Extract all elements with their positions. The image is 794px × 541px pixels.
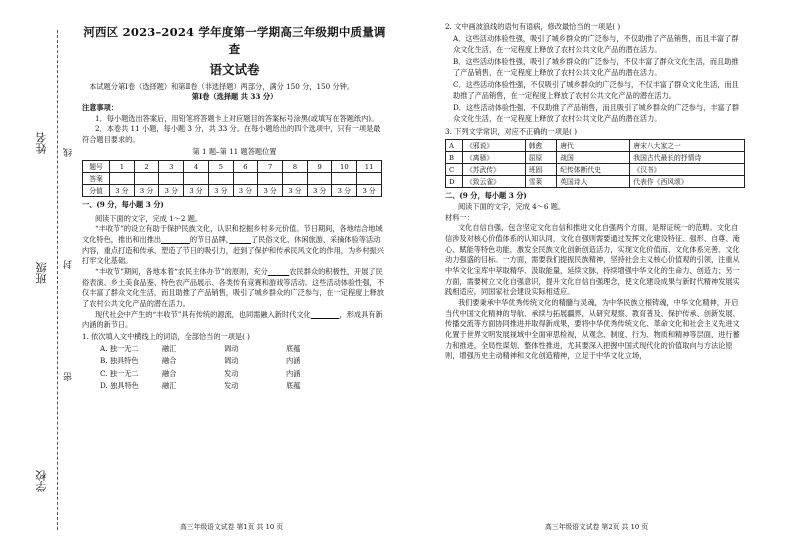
table-row [83, 161, 382, 173]
score-cell: 3 分 [110, 185, 135, 197]
score-cell: 3 分 [159, 185, 184, 197]
material-paragraph-1: 文化自信自强，包含坚定文化自信和推进文化自强两个方面，是辩证统一的范畴。文化自信涉及对核心价值体系的认知认同，文化自强则需要通过发挥文化建设特征、强形、自尊、淹心、赋能等特色功能，激发全民族文化创新创造活力，实现文化价值而、文化体系完善、文化动力强盛的目标。一方面，需要我们提振民族精神，坚持社会主义核心价值观的引领，注重从中华文化宝库中萃取精华、汲取能量，延续文脉，持续增强中华文化的生命力、创造力；另一方面，需要树立文化自强意识，提升文化自信自强理念，使文化建设成果与新时代精神发展实践相适应，同国家社会建设实际相适应。 [445, 223, 740, 297]
part-2-heading: 二、(9 分，每小题 3 分) [445, 191, 527, 201]
table-row [83, 173, 382, 185]
left-page [82, 22, 387, 393]
name-label: 姓名 [35, 132, 48, 154]
row-head: 分值 [83, 185, 110, 197]
exam-title: 河西区 2023–2024 学年度第一学期高三年级期中质量调查 [83, 25, 386, 57]
row-head: 答案 [83, 173, 110, 185]
option-b[interactable]: B．这些活动体验性强，吸引了城乡群众的广泛参与，不仅丰富了群众文化生活，而且助推了产品销售，在一定程度上释放了农村公共文化产品的潜在活力。 [453, 56, 739, 78]
score-cell: 3 分 [283, 185, 308, 197]
table-row[interactable]: B 《离骚》 屈原 战国 我国古代最长的抒情诗 [446, 152, 745, 164]
question-1: 1. 依次填入文中横线上的词语，全部恰当的一项是( ) [82, 332, 250, 341]
question-1-options [82, 343, 387, 393]
table-cell: 6 [233, 161, 258, 173]
passage-paragraph-3: 现代社会中产生的“丰收节”具有传统的源流，也同需融入新时代文化 ，形成具有新内涵的新节日。 [82, 309, 383, 330]
score-cell: 3 分 [357, 185, 382, 197]
answer-cell[interactable] [307, 173, 332, 185]
table-row[interactable]: C 《苏武传》 班固 纪传体断代史 《汉书》 [446, 164, 745, 176]
answer-cell[interactable] [110, 173, 135, 185]
table-cell: 11 [357, 161, 382, 173]
option-row[interactable]: C. 独一无二 融合 发动 内涵 [100, 368, 301, 378]
page-2-footer: 高三年级语文试卷 第2页 共 10 页 [545, 523, 649, 531]
binding-line-label: 线 [64, 148, 74, 157]
score-cell: 3 分 [307, 185, 332, 197]
table-cell: 9 [307, 161, 332, 173]
passage-paragraph-2: “丰收节”期间，各地本着“农民主体办节”的原则，充分 农民群众的积极性，开展了民俗表演、乡土美食品鉴、特色农产品展示、各类传有竞赛和游戏等活动。这些活动体验性强，不仅丰富了群众文化生活，而且助推了产品销售，吸引了城乡群众的广泛参与，在一定程度上释放了农村公共文化产品的潜在活力。 [82, 267, 384, 309]
table-row[interactable]: D 《致云雀》 雪莱 英国诗人 代表作《西风颂》 [446, 176, 745, 188]
table-cell: 10 [332, 161, 357, 173]
note-1: 1．每小题选出答案后，用铅笔将答题卡上对应题目的答案标号涂黑(或填写在答题纸内)。 [94, 113, 379, 123]
school-label: 学校 [35, 470, 48, 492]
score-cell: 3 分 [332, 185, 357, 197]
option-row[interactable]: D. 独具特色 融汇 发动 底蕴 [100, 381, 301, 391]
table-cell: 1 [110, 161, 135, 173]
option-row[interactable]: B. 独具特色 融合 调动 内涵 [100, 356, 301, 366]
answer-cell[interactable] [357, 173, 382, 185]
answer-cell[interactable] [134, 173, 159, 185]
question-3: 3. 下列文学常识，对应不正确的一项是( ) [445, 126, 578, 136]
table-cell: 2 [134, 161, 159, 173]
table-row[interactable]: A 《邪说》 韩愈 唐代 唐宋八大家之一 [446, 140, 745, 152]
question-2-options [445, 33, 745, 125]
score-cell: 3 分 [258, 185, 283, 197]
table-row [83, 185, 382, 197]
score-cell: 3 分 [184, 185, 209, 197]
exam-intro: 本试题分第Ⅰ卷（选择题）和第Ⅱ卷（非选择题）两部分，满分 150 分，150 分钟。 [89, 81, 355, 91]
exam-subtitle: 语文试卷 [209, 62, 260, 78]
passage-paragraph-1: “丰收节”的设立有助于保护民族文化，认识和挖掘乡村多元价值。节日期间，各地结合地域文化特色，推出和出推出 的节日品牌， 了民俗文化、休闲旅游、采摘体验等活动内容，重点打造和传承，塑造了节日的吸引力，赶到了保护和传承民风文化的作用，为乡村振兴打牢文化基础。 [82, 224, 384, 266]
right-page [445, 22, 745, 362]
binding-line [57, 30, 58, 530]
answer-cell[interactable] [184, 173, 209, 185]
note-2: 2．本卷共 11 小题，每小题 3 分，共 33 分。在每小题给出的四个选项中，只有一项是最符合题目要求的。 [82, 124, 381, 144]
part-1-heading: 一、(9 分，每小题 3 分) [82, 200, 164, 210]
dense-label: 密 [64, 372, 74, 381]
table-cell: 4 [184, 161, 209, 173]
reading-prompt-2: 阅读下面的文字，完成 4～6 题。 [457, 202, 566, 212]
answer-cell[interactable] [283, 173, 308, 185]
answer-table-caption: 第 1 题–第 11 题答题位置 [192, 147, 277, 157]
score-cell: 3 分 [134, 185, 159, 197]
class-label: 班级 [35, 262, 48, 284]
answer-cell[interactable] [208, 173, 233, 185]
answer-cell[interactable] [258, 173, 283, 185]
answer-table [82, 160, 382, 197]
answer-cell[interactable] [159, 173, 184, 185]
row-head: 题号 [83, 161, 110, 173]
section-1-heading: 第Ⅰ卷（选择题 共 33 分） [191, 92, 278, 102]
answer-cell[interactable] [332, 173, 357, 185]
seal-label: 封 [64, 260, 74, 269]
material-paragraph-2: 我们要秉承中华优秀传统文化的精髓与灵魂，为中华民族立根铸魂，中华文化精神，开启当代中国文化精神的导航、承续与拓展疆界，从研究观察、教育普及、保护传承、创新发展、传播交流等方面协同推进并取得新成果，要将中华优秀传统文化、革命文化和社会主义先进文化置于世界文明发展视域中全面审思检视，从观念、制度、行为、物质和精神等层面，进行蓄力和推进，全局性谋划、整体性推进，尤其要深入把握中国式现代化的价值取向与方法论原则，增强历史主动精神和文化创造精神，立足于中华文化立场， [445, 298, 740, 361]
question-2: 2. 文中画波浪线的语句有语病，修改最恰当的一项是( ) [445, 22, 621, 31]
notes-title: 注意事项： [82, 102, 118, 112]
material-label: 材料一： [445, 212, 474, 222]
option-c[interactable]: C．这些活动体验性强，不仅吸引了城乡群众的广泛参与，不仅丰富了群众文化生活，而且助推了产品销售，在一定程度上释放了农村公共文化产品的潜在活力。 [453, 79, 739, 101]
answer-cell[interactable] [233, 173, 258, 185]
page-1-footer: 高三年级语文试卷 第1页 共 10 页 [180, 523, 284, 531]
score-cell: 3 分 [208, 185, 233, 197]
option-d[interactable]: D．这些活动体验性强，不仅助推了产品销售，而且吸引了城乡群众的广泛参与，丰富了群众文化生活，在一定程度上释放了农村公共文化产品的潜在活力。 [453, 102, 740, 124]
table-cell: 3 [159, 161, 184, 173]
option-row[interactable]: A. 独一无二 融汇 调动 底蕴 [100, 343, 301, 353]
table-cell: 7 [258, 161, 283, 173]
table-cell: 8 [283, 161, 308, 173]
score-cell: 3 分 [233, 185, 258, 197]
table-cell: 5 [208, 161, 233, 173]
literature-table [445, 139, 745, 188]
reading-prompt: 阅读下面的文字，完成 1～2 题。 [94, 213, 203, 223]
option-a[interactable]: A．这些活动体验性强，吸引了城乡群众的广泛参与，不仅助推了产品销售，而且丰富了群众文化生活，在一定程度上释放了农村公共文化产品的潜在活力。 [453, 33, 739, 55]
